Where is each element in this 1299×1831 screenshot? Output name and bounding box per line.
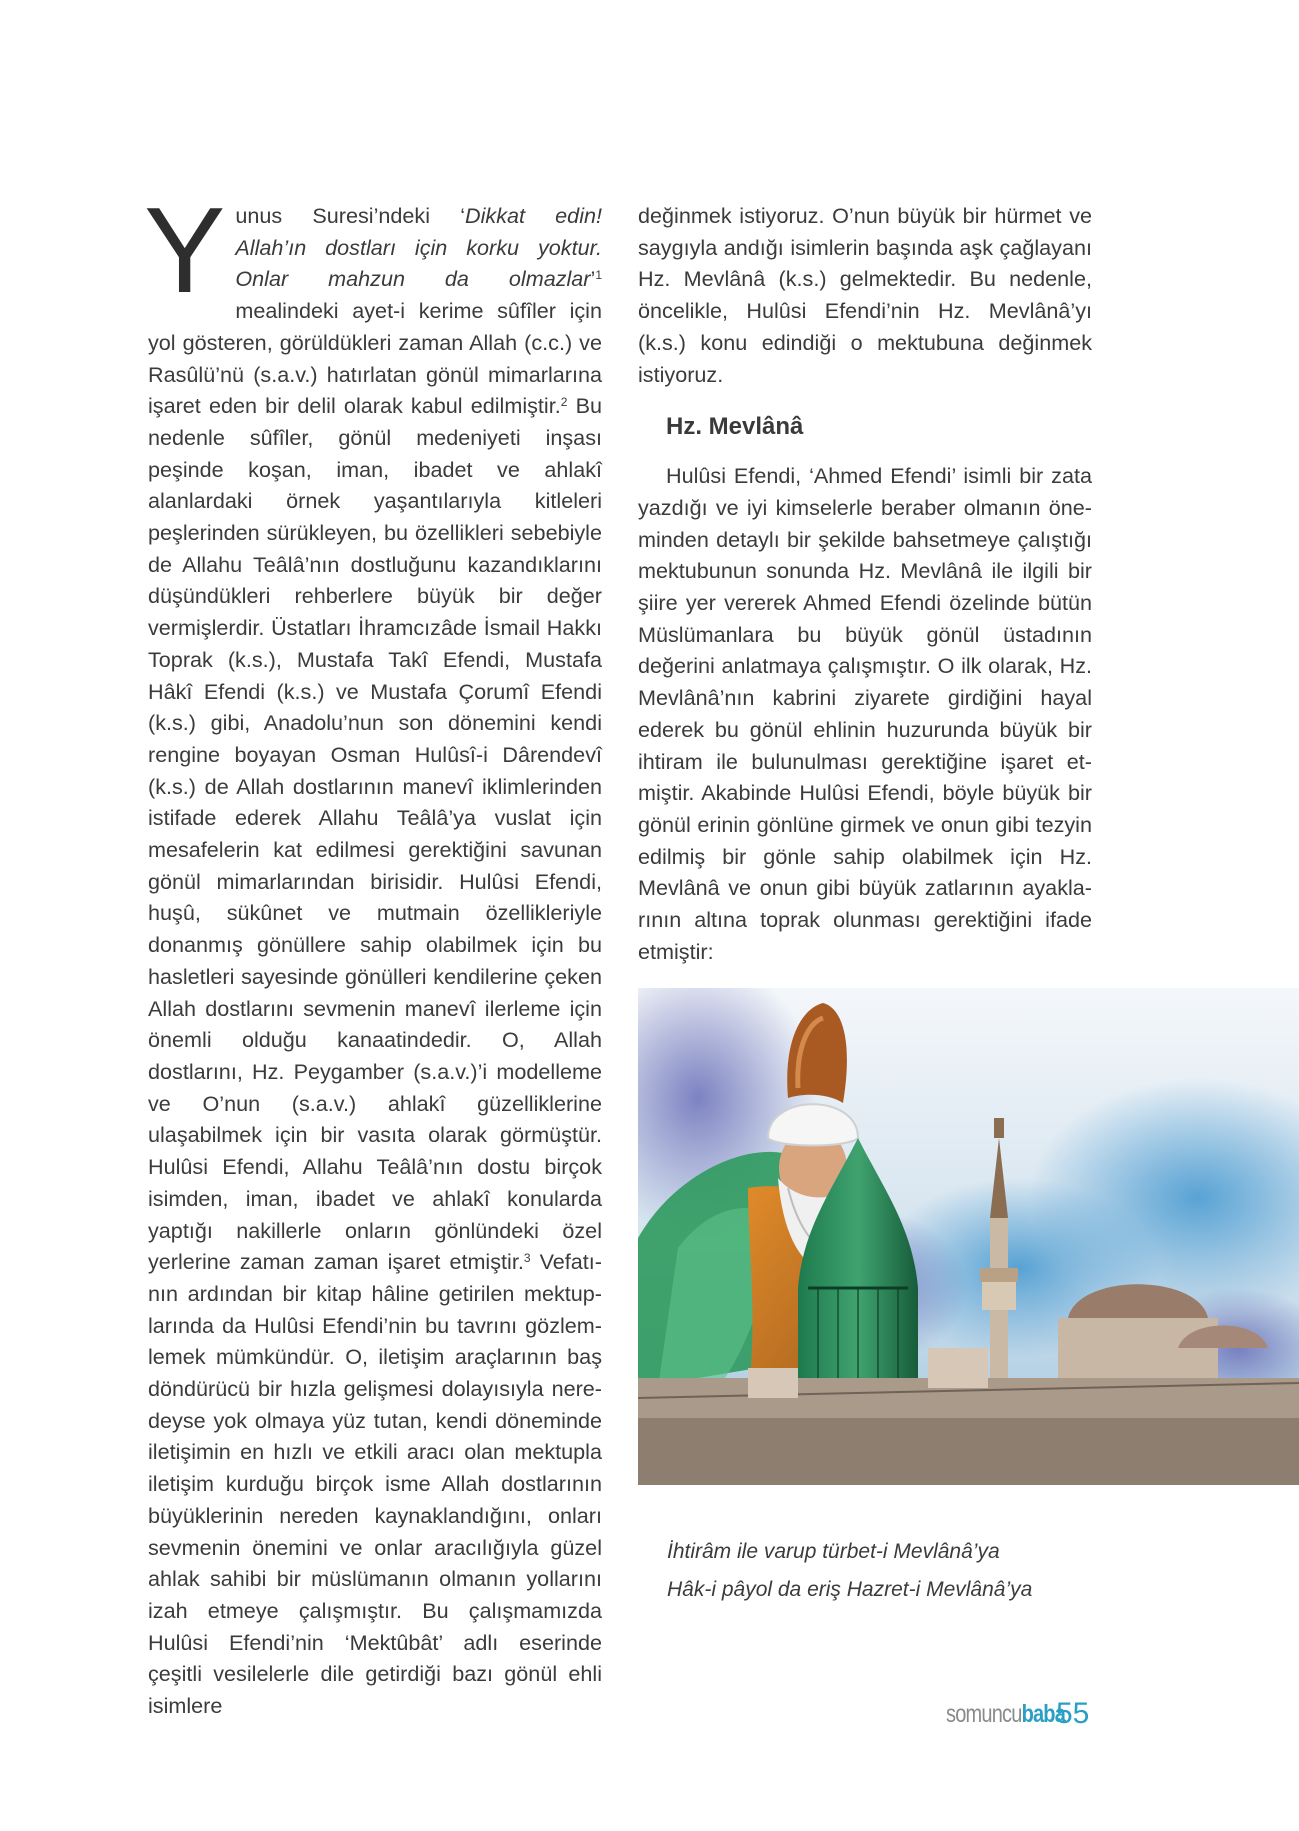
left-column bbox=[144, 182, 603, 1722]
watercolor-painting bbox=[638, 988, 1299, 1485]
quoted-verse: Dikkat edin! Allah’ın dostları için korku yoktur. Onlar mahzun da olmazlar bbox=[235, 203, 603, 292]
right-column bbox=[638, 200, 1092, 967]
caption-line: İhtirâm ile varup türbet-i Mevlânâ’ya bbox=[667, 1540, 1000, 1563]
text-run: Bu nedenle sûfîler, gönül medeniyeti inşası peşinde koşan, iman, ibadet ve ahlakî alanlardaki örnek yaşantılarıyla kitleleri peşlerinden sürükleyen, bu özellikleri sebebiyle de Allahu Teâlâ’nın dostluğunu kazandıklarını düşündükleri rehberlere büyük bir değer vermişlerdir. Üstatları İhramcızâde İsmail Hakkı Toprak (k.s.), Mustafa Takî Efendi, Mustafa Hâkî Efendi (k.s.) ve Mustafa Çorumî Efendi (k.s.) gibi, Anadolu’nun son dönemini kendi rengine boyayan Osman Hulûsî-i Dârendevî (k.s.) de Allah dostlarının manevî iklimlerinden istifade ederek Allahu Teâlâ’ya vuslat için mesafelerin kat edilmesi gerektiğini savunan gönül mimarlarından birisidir. Hulûsi Efendi, huşû, sükûnet ve mutmain özellikleriyle donanmış gönüllere sahip olabilmek için bu hasletleri sayesinde gönülleri kendilerine çeken Allah dostlarını sevmenin manevî ilerleme için önemli olduğu kanaatindedir. O, Allah dostlarını, Hz. Peygamber (s.a.v.)’i modelleme ve O’nun (s.a.v.) ahlakî güzelliklerine ulaşabilmek için bir vasıta olarak görmüştür. Hulûsi Efendi, Allahu Teâlâ’nın dostu birçok isimden, iman, ibadet ve ahlakî konularda yaptığı nakillerle onların gönlündeki özel yerlerine zaman zaman işaret etmiştir. bbox=[148, 393, 602, 1275]
text-run: Vefatının ardından bir kitap hâline getirilen mektuplarında da Hulûsi Efendi’nin bu tavrını gözlemlemek mümkündür. O, iletişim araçlarının baş döndürücü bir hızla gelişmesi dolayısıyla neredeyse yok olmaya yüz tutan, kendi döneminde iletişimin en hızlı ve etkili aracı olan mektupla iletişim kurduğu birçok isme Allah dostlarının büyüklerinin nereden kaynaklandığını, onları sevmenin önemini ve onlar aracılığıyla güzel ahlak sahibi bir müslümanın olmanın yollarını izah etmeye çalışmıştır. Bu çalışmamızda Hulûsi Efendi’nin ‘Mektûbât’ adlı eserinde çeşitli vesilelerle dile getirdiği bazı gönül ehli isimlere bbox=[148, 1249, 602, 1719]
body-paragraph: Hulûsi Efendi, ‘Ahmed Efendi’ isimli bir zata yazdığı ve iyi kimselerle beraber olmanın öneminden detaylı bir şekilde bahsetmeye çalıştığı mektubunun sonunda Hz. Mevlânâ ile ilgili bir şiire yer vererek Ahmed Efendi özelinde bütün Müslümanlara bu büyük gönül üstadının değerini anlatmaya çalışmıştır. O ilk olarak, Hz. Mevlânâ’nın kabrini ziyarete girdiğini hayal ederek bu gönül ehlinin huzurunda büyük bir ihtiram ile bulunulması gerektiğine işaret etmiştir. Akabinde Hulûsi Efendi, böyle büyük bir gönül erinin gönlüne girmek ve onun gibi tezyin edilmiş bir gönle sahip olabilmek için Hz. Mevlânâ ve onun gibi büyük zatlarının ayaklarının altına toprak olunması gerektiğini ifade etmiştir: bbox=[638, 463, 1092, 964]
text-run: ’ bbox=[590, 266, 596, 292]
text-run: mealindeki ayet-i kerime sûfîler için yol gösteren, görüldükleri zaman Allah (c.c.) ve Rasûlü’nü (s.a.v.) hatırlatan gönül mimarlarına işaret eden bir delil olarak kabul edilmiştir. bbox=[148, 298, 602, 419]
footnote-marker[interactable]: 1 bbox=[595, 268, 602, 283]
section-heading: Hz. Mevlânâ bbox=[666, 413, 804, 441]
drop-cap: Y bbox=[144, 182, 226, 318]
text-run: unus Suresi’ndeki ‘ bbox=[235, 203, 465, 228]
magazine-logo bbox=[946, 1700, 1065, 1729]
footnote-marker[interactable]: 3 bbox=[523, 1251, 531, 1266]
intro-paragraph bbox=[144, 182, 603, 1722]
brand-text: baba bbox=[1021, 1700, 1066, 1728]
brand-text: somuncu bbox=[946, 1700, 1022, 1728]
page-number: 55 bbox=[1056, 1697, 1090, 1730]
caption-line: Hâk-i pâyol da eriş Hazret-i Mevlânâ’ya bbox=[667, 1578, 1033, 1601]
body-paragraph: değinmek istiyoruz. O’nun büyük bir hürmet ve saygıyla andığı isimlerin başında aşk çağlayanı Hz. Mevlânâ (k.s.) gelmektedir. Bu nedenle, öncelikle, Hulûsi Efendi’nin Hz. Mevlânâ’yı (k.s.) konu edindiği o mektubuna değinmek istiyoruz. bbox=[638, 203, 1092, 387]
footnote-marker[interactable]: 2 bbox=[560, 395, 568, 410]
